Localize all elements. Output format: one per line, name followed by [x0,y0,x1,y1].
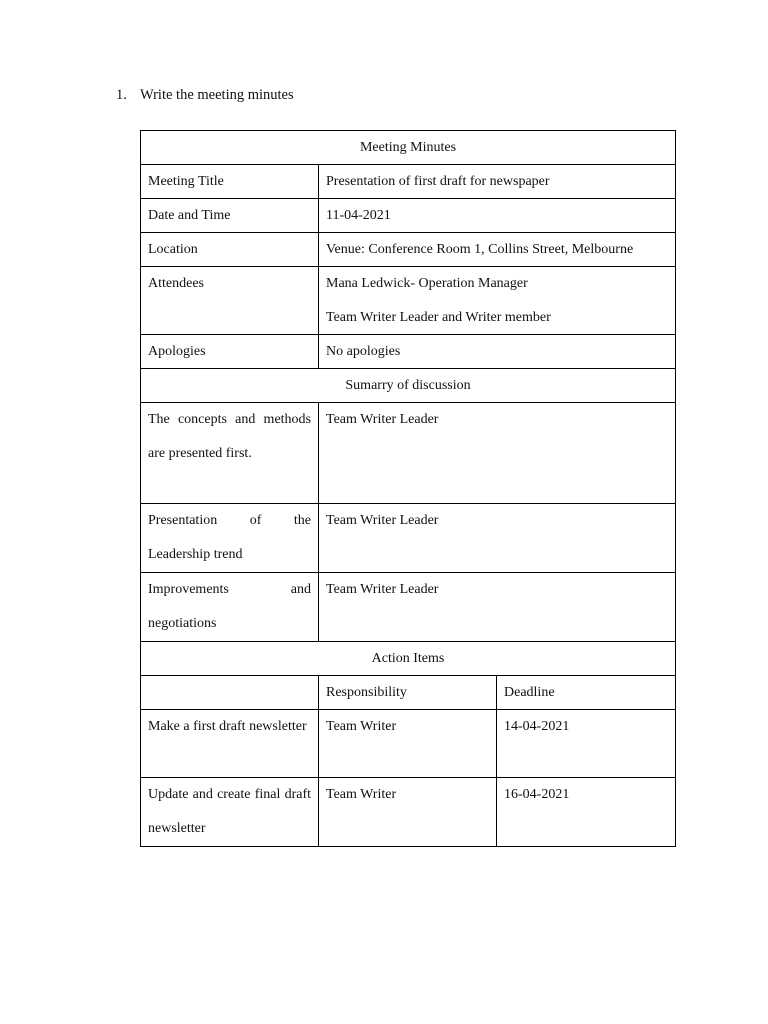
table-title: Meeting Minutes [141,131,676,165]
detail-label: Attendees [141,267,319,335]
detail-row [141,267,676,335]
action-item: Update and create final draft newsletter [141,778,319,847]
action-responsibility: Team Writer [319,710,497,778]
detail-row [141,199,676,233]
instruction-heading [116,87,294,104]
detail-value: Presentation of first draft for newspaper [319,165,676,199]
attendee-line: Team Writer Leader and Writer member [326,310,551,325]
detail-row [141,335,676,369]
action-row [141,710,676,778]
summary-topic: The concepts and methods are presented first. [141,403,319,504]
action-row [141,778,676,847]
summary-topic: Improvements and negotiations [141,573,319,642]
summary-row [141,573,676,642]
detail-row [141,165,676,199]
meeting-minutes-table [140,130,676,847]
action-deadline: 16-04-2021 [497,778,676,847]
detail-value: 11-04-2021 [319,199,676,233]
detail-value: Venue: Conference Room 1, Collins Street, Melbourne [319,233,676,267]
detail-value [319,267,676,335]
summary-owner: Team Writer Leader [319,403,676,504]
detail-label: Location [141,233,319,267]
attendee-line: Mana Ledwick- Operation Manager [326,276,528,291]
action-items-title: Action Items [141,642,676,676]
action-header-responsibility: Responsibility [319,676,497,710]
summary-owner: Team Writer Leader [319,573,676,642]
detail-value: No apologies [319,335,676,369]
action-header-deadline: Deadline [497,676,676,710]
action-item: Make a first draft newsletter [141,710,319,778]
summary-owner: Team Writer Leader [319,504,676,573]
summary-row [141,403,676,504]
table-title-row [141,131,676,165]
action-deadline: 14-04-2021 [497,710,676,778]
detail-label: Meeting Title [141,165,319,199]
summary-title: Sumarry of discussion [141,369,676,403]
action-header-row [141,676,676,710]
summary-topic: Presentation of the Leadership trend [141,504,319,573]
heading-text: Write the meeting minutes [140,87,294,103]
detail-label: Apologies [141,335,319,369]
detail-row [141,233,676,267]
action-header-item [141,676,319,710]
action-responsibility: Team Writer [319,778,497,847]
section-title-row [141,369,676,403]
list-number: 1. [116,87,127,103]
detail-label: Date and Time [141,199,319,233]
summary-row [141,504,676,573]
section-title-row [141,642,676,676]
